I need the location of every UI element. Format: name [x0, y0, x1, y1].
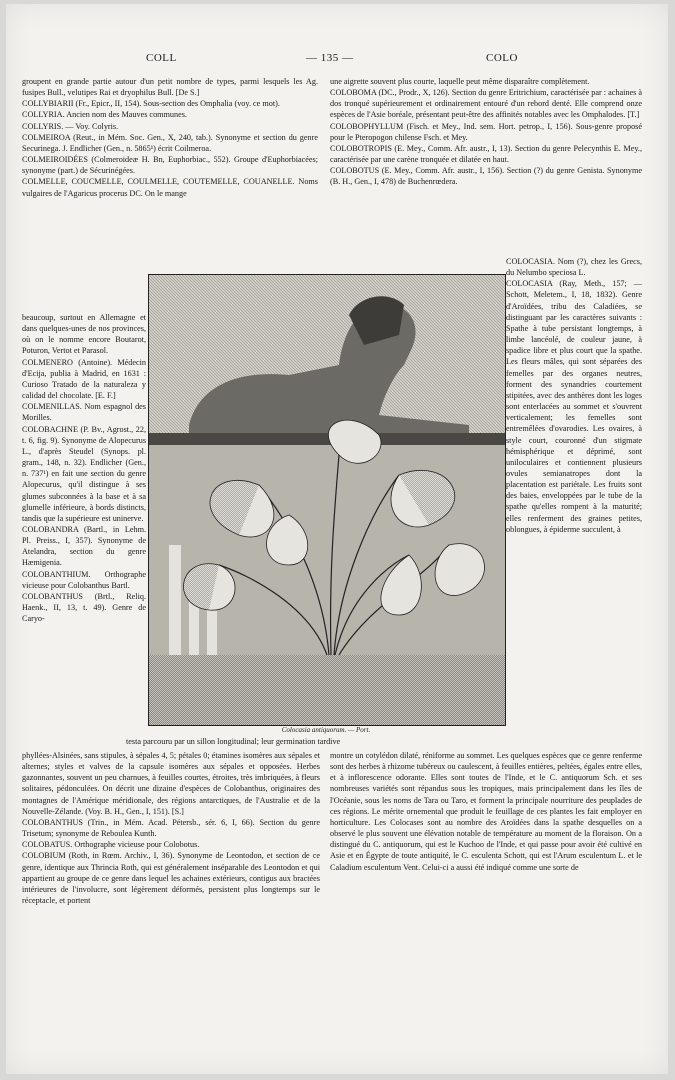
- running-header: [6, 52, 668, 72]
- right-column-top: [330, 76, 642, 256]
- entry-colobachne: COLOBACHNE (P. Bv., Agrost., 22, t. 6, fig. 9). Synonyme de Alopecurus L., d'après Steudel (Synops. pl. gram., 148, n. 32). Endlicher (Gen., n. 737¹) en fait une section du genre Alopecurus, qu'il distingue à ses glumes subconnées à la base et à sa glumelle inférieure, à bords distincts, tandis que la supérieure est uninerve.: [22, 424, 146, 523]
- left-column-narrow: [22, 312, 146, 734]
- paragraph: groupent en grande partie autour d'un petit nombre de types, parmi lesquels les Ag. fusipes Bull., velutipes Rai et dryophilus Bull. [De S.]: [22, 77, 318, 98]
- entry-colmeiroa: COLMEIROA (Reut., in Mém. Soc. Gen., X, 240, tab.). Synonyme et section du genre Securinega. J. Endlicher (Gen., n. 5865¹) écrit Coilmeroa.: [22, 132, 318, 153]
- figure-caption: [148, 726, 504, 736]
- right-column-narrow: [506, 256, 642, 754]
- entry-colobanthus-trin: COLOBANTHUS (Trin., in Mém. Acad. Pétersb., sér. 6, I, 66). Section du genre Trisetum; synonyme de Reboulea Kunth.: [22, 817, 320, 839]
- entry-colmeiroidees: COLMEIROIDÉES (Colmeroideæ H. Bn, Euphorbiac., 552). Groupe d'Euphorbiacées; synonyme (part.) de Sécurinégées.: [22, 155, 318, 176]
- continuation-line: [126, 736, 506, 750]
- entry-collyria: COLLYRIA. Ancien nom des Mauves communes.: [22, 110, 187, 120]
- header-left: COLL: [146, 52, 177, 64]
- entry-colobotropis: COLOBOTROPIS (E. Mey., Comm. Afr. austr., I, 13). Section du genre Pelecynthis E. Mey., caractérisée par une carène tronquée et dilatée en haut.: [330, 143, 642, 165]
- engraving: [149, 275, 505, 725]
- page-number: — 135 —: [306, 52, 354, 64]
- paragraph: phyllées-Alsinées, sans stipules, à sépales 4, 5; pétales 0; étamines isomères aux sépales et alternes; styles et valves de la capsule isomères aux sépales et opposées. Herbes gazonnantes, souvent un peu charnues, à feuilles courtes, étroites, très imbriquées, à fleurs solitaires, pédonculées. On décrit une dizaine d'espèces de Colobanthus, originaires des montagnes de l'Amérique méridionale, des régions antarctiques, de l'Australie et de la Nouvelle-Zélande. (Voy. B. H., Gen., I, 151). [S.]: [22, 751, 320, 816]
- entry-colobandra: COLOBANDRA (Bartl., in Lehm. Pl. Preiss., I, 357). Synonyme de Atelandra, section du genre Hæmigenia.: [22, 524, 146, 568]
- page: [6, 4, 668, 1074]
- caption-text: Colocasia antiquorum. — Port.: [281, 726, 371, 734]
- entry-colmelle: COLMELLE, COUCMELLE, COULMELLE, COUTEMELLE, COUANELLE. Noms vulgaires de l'Agaricus procerus DC. On le mange: [22, 177, 318, 198]
- header-right: COLO: [486, 52, 518, 64]
- entry-colocasia-nom: COLOCASIA. Nom (?), chez les Grecs, du Nelumbo speciosa L.: [506, 257, 642, 278]
- entry-colobotus: COLOBOTUS (E. Mey., Comm. Afr. austr., I, 156). Section (?) du genre Genista. Synonyme (B. H., Gen., I, 478) de Buchenrœdera.: [330, 166, 642, 187]
- entry-colobium: COLOBIUM (Roth, in Rœm. Archiv., I, 36). Synonyme de Leontodon, et section de ce genre, identique aux Thrincia Roth, qui est généralement inséparable des Leontodon et qui appartient au groupe de ce genre dans lequel les achaines extérieurs, contigus aux bractées intérieures de l'involucre, sont légèrement déformés, persistent plus longtemps sur le réceptacle, et portent: [22, 851, 320, 906]
- illustration-colocasia: [148, 274, 506, 726]
- entry-colmenillas: COLMENILLAS. Nom espagnol des Morilles.: [22, 402, 146, 423]
- entry-collybiarii: COLLYBIARII (Fr., Epicr., II, 154). Sous-section des Omphalia (voy. ce mot).: [22, 99, 280, 109]
- entry-coloboma: COLOBOMA (DC., Prodr., X, 126). Section du genre Eritrichium, caractérisée par : achaines à dos tronqué supérieurement et ordinairement entouré d'un rebord denté. Elle comprend onze espèces de l'Asie boréale, présentant peut-être des affinités notables avec les Omphalodes. [T.]: [330, 88, 642, 120]
- paragraph: beaucoup, surtout en Allemagne et dans quelques-unes de nos provinces, où on le nomme encore Boutarot, Poturon, Vertot et Parasol.: [22, 313, 146, 356]
- entry-colobanthium: COLOBANTHIUM. Orthographe vicieuse pour Colobanthus Bartl.: [22, 569, 146, 590]
- entry-collyris: COLLYRIS. — Voy. Colyris.: [22, 121, 119, 131]
- entry-colobatus: COLOBATUS. Orthographe vicieuse pour Colobotus.: [22, 840, 200, 850]
- entry-colmenero: COLMENERO (Antoine). Médecin d'Ecija, publia à Madrid, en 1631 : Curioso Tratado de la naturaleza y calidad del chocolate. [E. F.]: [22, 357, 146, 401]
- entry-colobanthus: COLOBANTHUS (Brtl., Reliq. Haenk., II, 13, t. 49). Genre de Caryo-: [22, 591, 146, 624]
- paragraph: montre un cotylédon dilaté, réniforme au sommet. Les quelques espèces que ce genre renferme sont des herbes à rhizome tubéreux ou caulescent, à feuilles entières, peltées, égales entre elles, et à inflorescence odorante. Elles sont toutes de l'Inde, et le C. antiquorum Sch. et ses nombreuses variétés sont répandus sous les tropiques, mais principalement dans les îles de l'Océanie, sous les noms de Tara ou Taro, et forment la principale nourriture des peuplades de ces régions. Le mérite ornemental que produit le feuillage de ces plantes les fait employer en horticulture. Les Colocases sont au nombre des Aroïdées dans la spathe desquelles on a observé le plus souvent une élévation notable de température au moment de la floraison. On a distingué du C. antiquorum, qui est le Kuchoo de l'Inde, et qui passe pour avoir été cultivé en Asie et en Égypte de toute antiquité, le C. esculenta Schott, qui est l'Arum esculentum L. et le Caladium esculentum Vent. Celui-ci a aussi été indiqué comme une sorte de: [330, 751, 642, 872]
- tail-text: testa parcouru par un sillon longitudinal; leur germination tardive: [126, 737, 341, 746]
- left-column-bottom: [22, 750, 320, 1060]
- entry-colocasia-genre: COLOCASIA (Ray, Meth., 157; — Schott, Meletem., I, 18, 1832). Genre d'Aroïdées, tribu des Caladiées, se distinguant par les caractères suivants : Spathe à tube persistant longtemps, à limbe lancéolé, de couleur jaune, à spadice libre et plus court que la spathe. Les fleurs mâles, qui sont séparées des femelles par des organes neutres, forment des synandries courtement stipitées, avec des anthères dont les loges sont enterlacées au sommet et s'ouvrent verticalement; les femelles sont entremêlées d'ovarodies. Les ovaires, à style court, couronné d'un stigmate hémisphérique et déprimé, sont uniloculaires et contiennent plusieurs ovules semianatropes dont la placentation est pariétale. Les fruits sont des baies, enveloppées par le tube de la spathe qu'elles rompent à la maturité; elles renferment des graines petites, oblongues, à épiderme succulent, à: [506, 279, 642, 534]
- paragraph: une aigrette souvent plus courte, laquelle peut même disparaître complètement.: [330, 77, 590, 86]
- entry-colobophyllum: COLOBOPHYLLUM (Fisch. et Mey., Ind. sem. Hort. petrop., I, 156). Sous-genre proposé pour le Pteropogon chilense Fsch. et Mey.: [330, 121, 642, 142]
- right-column-bottom: [330, 750, 642, 1060]
